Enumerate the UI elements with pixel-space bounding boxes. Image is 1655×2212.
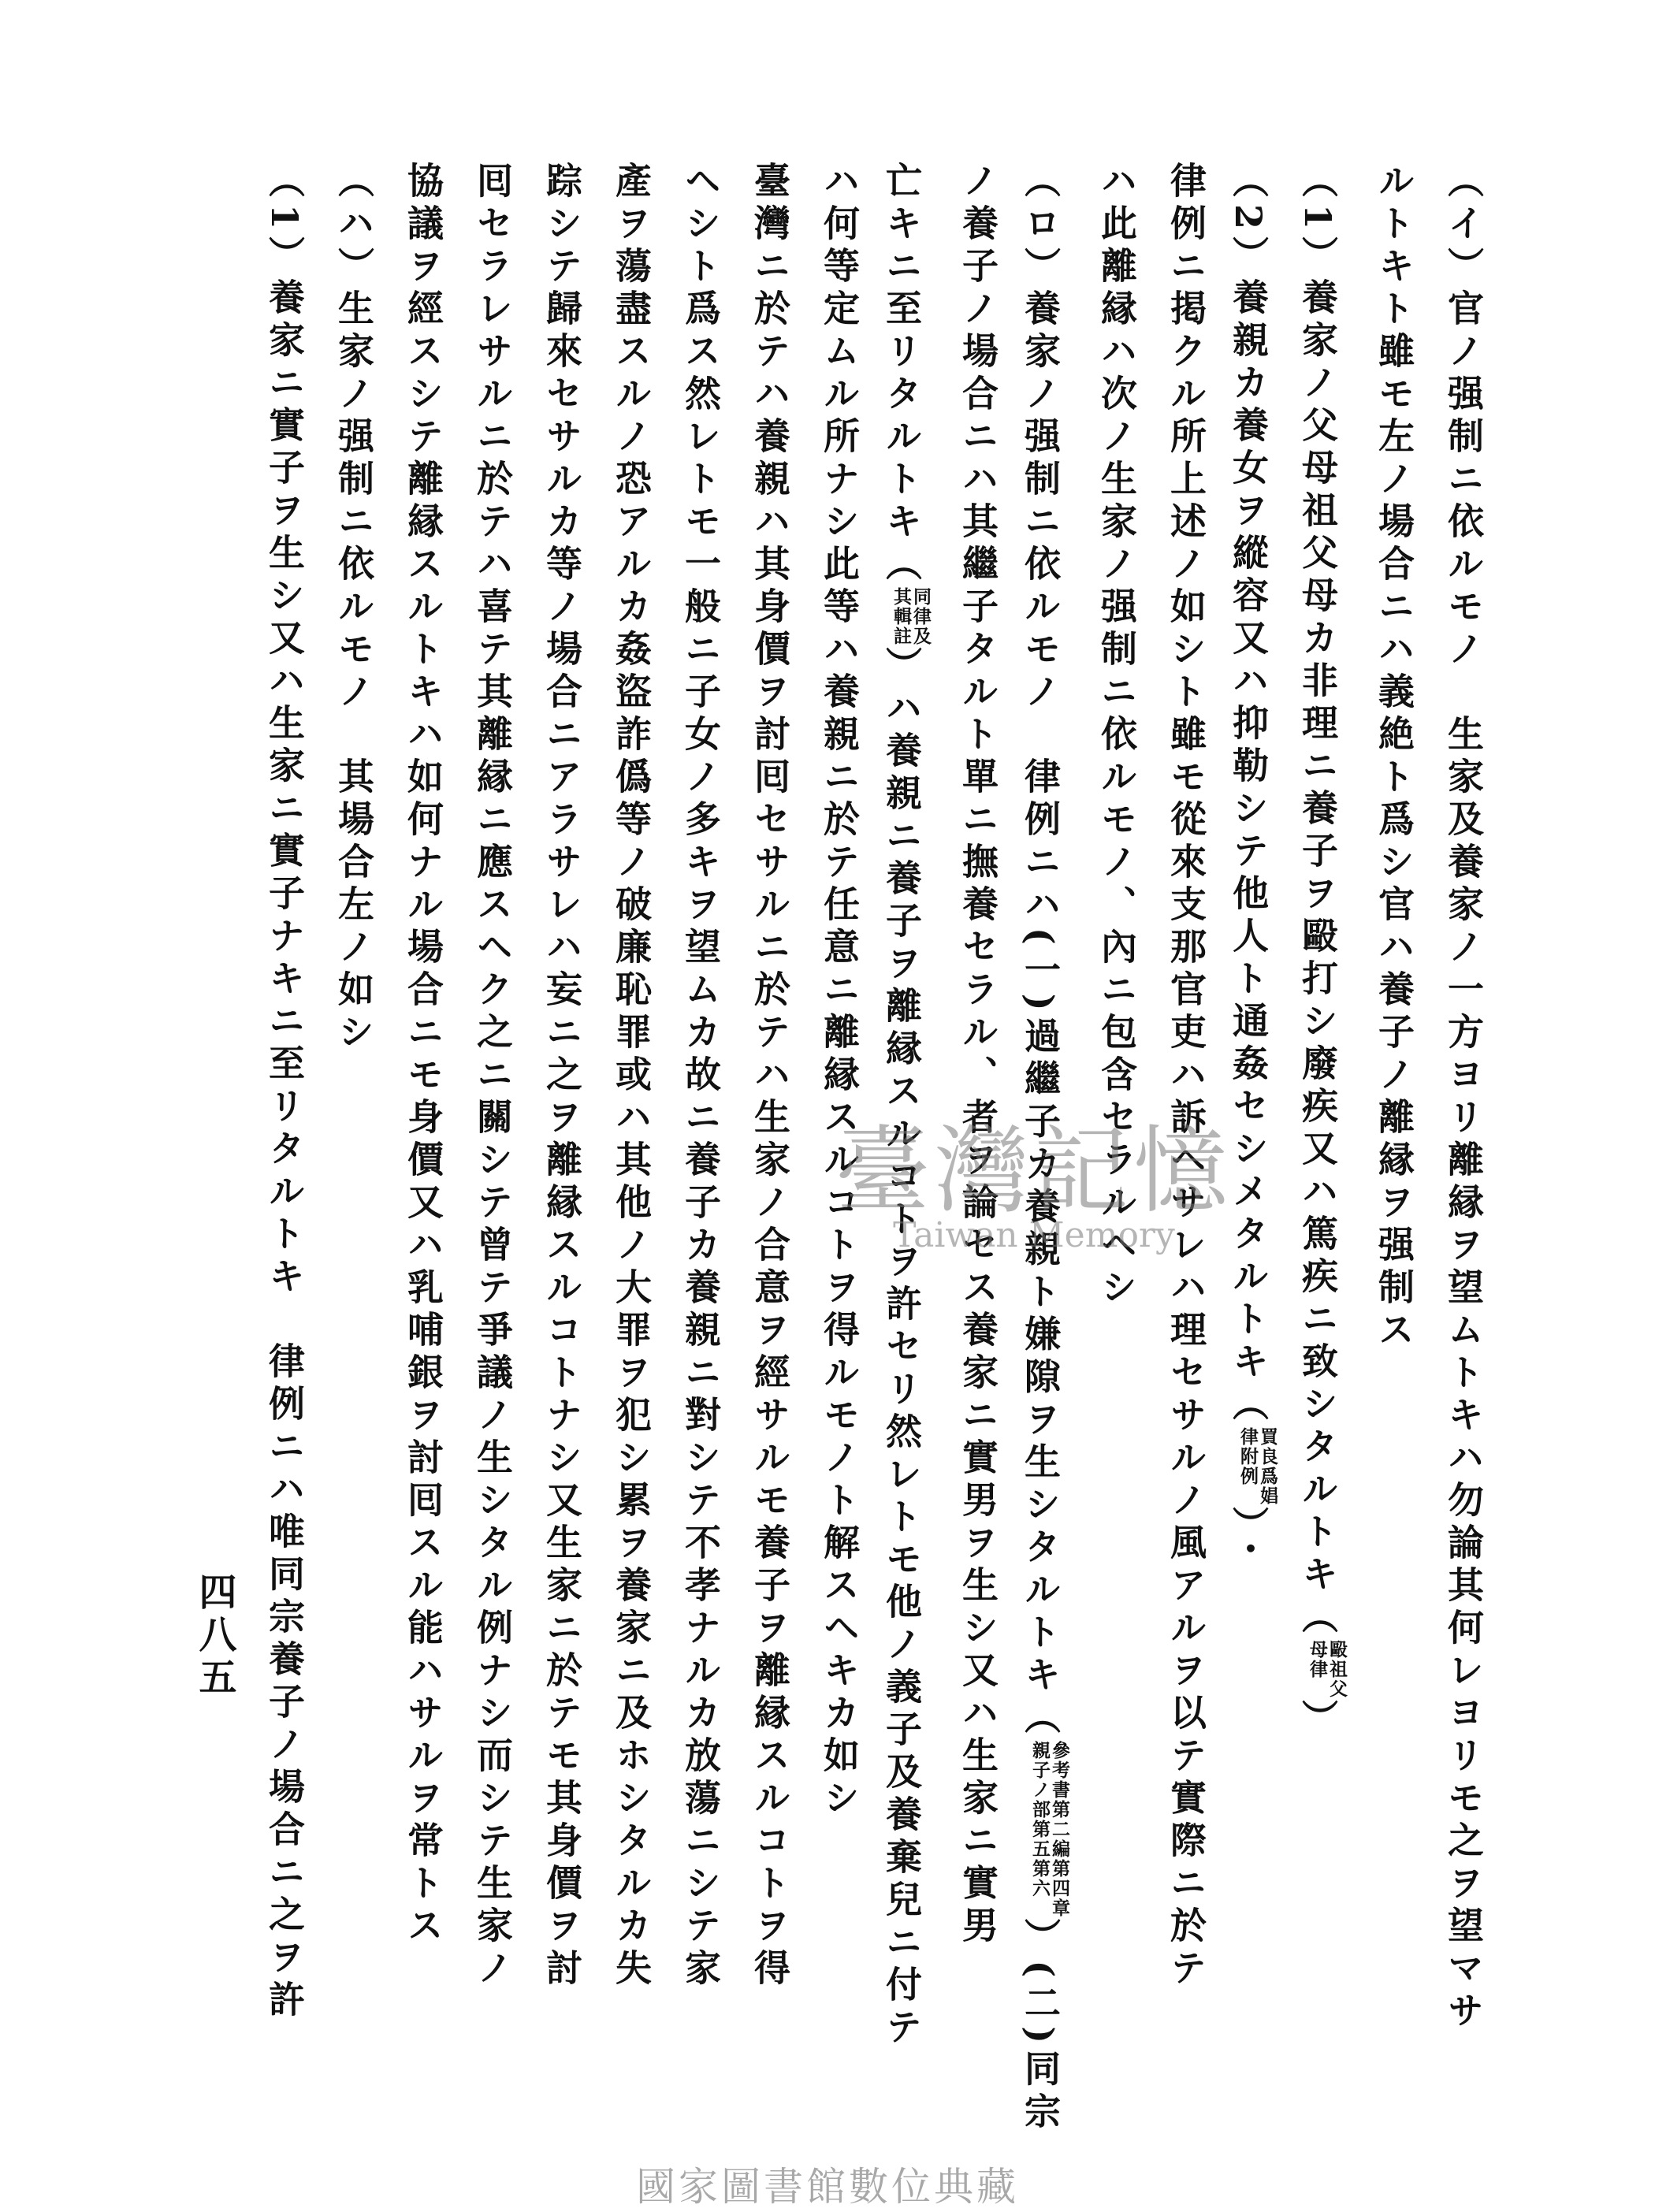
text-run: ハ何等定ムル所ナシ此等ハ養親ニ於テ任意ニ離縁スルコトヲ得ルモノト解スヘキカ如シ [818,162,861,1821]
text-run: ）(二)同宗 [1019,1917,1062,2136]
text-run: 亡キニ至リタルトキ（ [880,162,923,587]
text-column [1019,162,1070,2136]
text-column [1095,162,1139,1310]
text-run: ） [1296,1699,1339,1742]
inline-annotation [1030,1741,1069,1918]
annotation-line: 同律及 [910,587,932,646]
text-column [1372,162,1416,1353]
text-column [1164,162,1208,1991]
text-column [609,162,653,1991]
text-column [679,162,723,1991]
text-run: ）ハ養親ニ養子ヲ離縁スルコトヲ許セリ然レトモ他ノ義子及養棄兒ニ付テ [880,646,923,2050]
watermark-subtitle: Taiwan Memory [893,1215,1175,1255]
text-run: ）・ [1227,1506,1270,1574]
text-column [748,162,792,1991]
annotation-line: 親子ノ部第五第六 [1029,1740,1051,1898]
text-run: ノ養子ノ場合ニハ其繼子タルト單ニ撫養セラル、者ヲ論セス養家ニ實男ヲ生シ又ハ生家ニ實男 [957,162,999,1949]
text-run: （イ）官ノ强制ニ依ルモノ 生家及養家ノ一方ヨリ離縁ヲ望ムトキハ勿論其何レヨリモ之ヲ望マサ [1442,162,1485,2034]
text-column [1296,162,1348,1742]
text-column [332,162,376,1055]
text-column [1441,162,1486,2034]
text-run: ハ此離縁ハ次ノ生家ノ强制ニ依ルモノ、內ニ包含セラルヘシ [1095,162,1138,1310]
text-run: 律例ニ掲クル所上述ノ如シト雖モ從來支那官吏ハ訴ヘサレハ理セサルノ風アルヲ以テ實際ニ於テ [1165,162,1207,1991]
text-run: （1）養家ノ父母祖父母カ非理ニ養子ヲ毆打シ廢疾又ハ篤疾ニ致シタルトキ（ [1296,162,1339,1641]
text-run: （1）養家ニ實子ヲ生シ又ハ生家ニ實子ナキニ至リタルトキ 律例ニハ唯同宗養子ノ場合ニ之ヲ許 [263,162,306,2024]
annotation-line: 律附例 [1237,1427,1259,1487]
text-run: （ハ）生家ノ强制ニ依ルモノ 其場合左ノ如シ [333,162,375,1055]
annotation-line: 參考書第二編第四章 [1049,1740,1070,1918]
text-column [817,162,861,1821]
annotation-line: 母律 [1307,1640,1328,1680]
text-run: 臺灣ニ於テハ養親ハ其身價ヲ討囘セサルニ於テハ生家ノ合意ヲ經サルモ養子ヲ離縁スルコトヲ得 [749,162,791,1991]
text-column [540,162,584,1991]
text-run: 產ヲ蕩盡スルノ恐アルカ姦盜詐僞等ノ破廉恥罪或ハ其他ノ大罪ヲ犯シ累ヲ養家ニ及ホシタルカ失 [610,162,653,1991]
annotation-line: 其輯註 [891,587,912,646]
inline-annotation [891,587,931,646]
text-column [470,162,515,1991]
page-number: 四八五 [192,1572,236,1700]
text-run: 協議ヲ經スシテ離縁スルトキハ如何ナル場合ニモ身價又ハ乳哺銀ヲ討囘スル能ハサルヲ常トス [402,162,444,1949]
text-run: （2）養親カ養女ヲ縱容又ハ抑勒シテ他人ト通姦セシメタルトキ（ [1227,162,1270,1428]
text-column [880,162,932,2050]
text-run: ヘシト爲ス然レトモ一般ニ子女ノ多キヲ望ムカ故ニ養子カ養親ニ對シテ不孝ナルカ放蕩ニシテ家 [679,162,722,1991]
inline-annotation [1307,1640,1347,1699]
text-run: ルトキト雖モ左ノ場合ニハ義絶ト爲シ官ハ養子ノ離縁ヲ强制ス [1373,162,1415,1353]
annotation-line: 買良爲娼 [1257,1427,1278,1507]
inline-annotation [1238,1427,1278,1506]
text-column [1227,162,1278,1574]
text-run: （ロ）養家ノ强制ニ依ルモノ 律例ニハ(一)過繼子カ養親ト嫌隙ヲ生シタルトキ（ [1019,162,1062,1741]
annotation-line: 毆祖父 [1326,1640,1348,1700]
watermark-title: 臺灣記憶 [835,1117,1233,1226]
text-run: 囘セラレサルニ於テハ喜テ其離縁ニ應スヘク之ニ關シテ曾テ爭議ノ生シタル例ナシ而シテ生家ノ [471,162,514,1991]
text-column [262,162,307,2023]
footer-credit: 國家圖書館數位典藏 [636,2164,1019,2210]
text-column [956,162,1000,1949]
text-run: 踪シテ歸來セサルカ等ノ場合ニアラサレハ妄ニ之ヲ離縁スルコトナシ又生家ニ於テモ其身價ヲ討 [541,162,583,1991]
text-column [401,162,445,1949]
